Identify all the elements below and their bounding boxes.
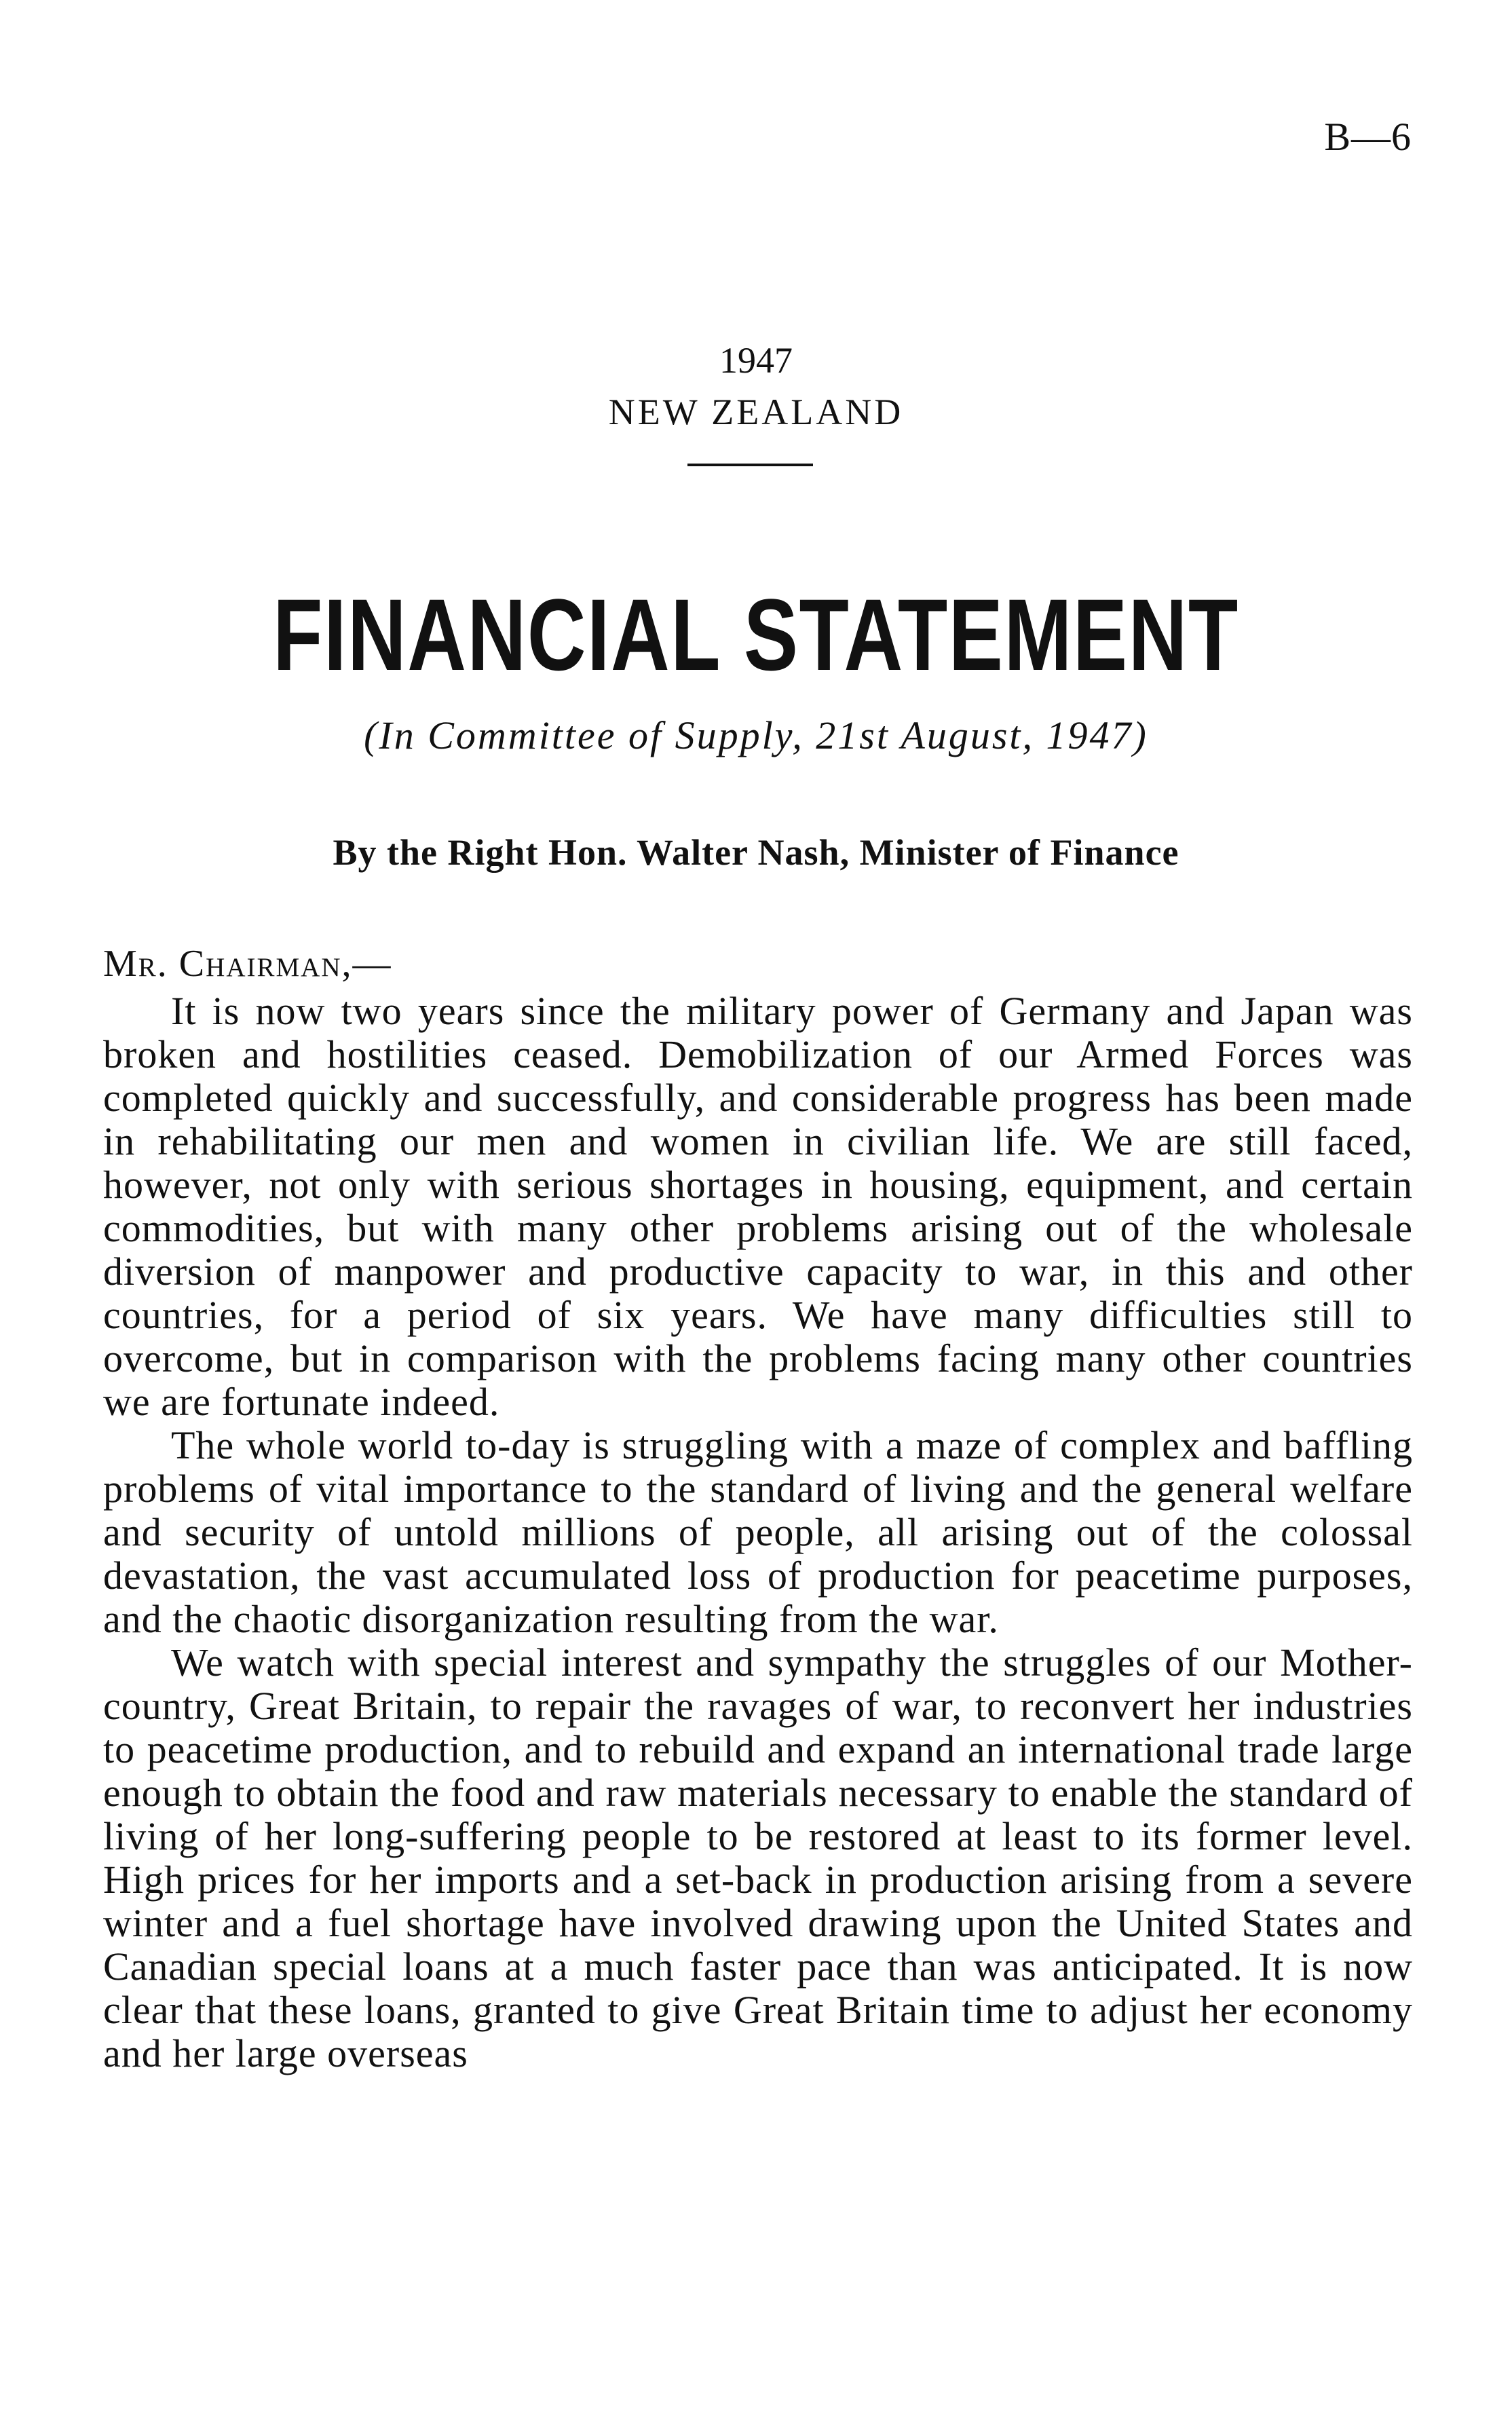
title-divider	[687, 464, 813, 466]
page-subtitle: (In Committee of Supply, 21st August, 1947)	[364, 713, 1148, 757]
paragraph: The whole world to-day is struggling with a maze of complex and baffling problems of vital importance to the standard of living and the general welfare and security of untold millions of people, all arising out of the colossal devastation, the vast accumulated loss of production for peacetime purposes, and the chaotic disorganization resulting from the war.	[103, 1423, 1413, 1641]
byline: By the Right Hon. Walter Nash, Minister of Finance	[333, 832, 1179, 873]
page-number: B—6	[1324, 115, 1412, 159]
page-title: FINANCIAL STATEMENT	[273, 578, 1239, 692]
salutation: Mr. Chairman,—	[103, 943, 392, 985]
paragraph: It is now two years since the military power of Germany and Japan was broken and hostilities ceased. Demobilization of our Armed Forces was completed quickly and successfully, and considerable progress has been made in rehabilitating our men and women in civilian life. We are still faced, however, not only with serious shortages in housing, equipment, and certain commodities, but with many other problems arising out of the wholesale diversion of manpower and productive capacity to war, in this and other countries, for a period of six years. We have many difficulties still to overcome, but in comparison with the problems facing many other countries we are fortunate indeed.	[103, 989, 1413, 1424]
body-text	[103, 990, 1413, 2075]
document-country: NEW ZEALAND	[608, 392, 904, 432]
paragraph: We watch with special interest and sympathy the struggles of our Mother-country, Great Britain, to repair the ravages of war, to reconvert her industries to peacetime production, and to rebuild and expand an international trade large enough to obtain the food and raw materials necessary to enable the standard of living of her long-suffering people to be restored at least to its former level. High prices for her imports and a set-back in production arising from a severe winter and a fuel shortage have involved drawing upon the United States and Canadian special loans at a much faster pace than was anticipated. It is now clear that these loans, granted to give Great Britain time to adjust her economy and her large overseas	[103, 1640, 1413, 2075]
document-year: 1947	[719, 340, 793, 381]
